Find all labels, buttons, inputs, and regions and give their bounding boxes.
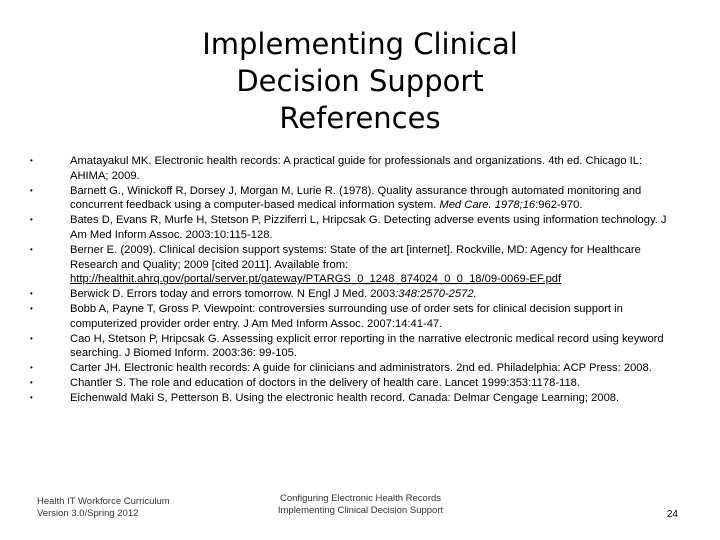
reference-item [30, 243, 680, 287]
bullet-icon: • [30, 377, 33, 387]
title-line: References [279, 101, 441, 135]
reference-text: Amatayakul MK. Electronic health records: A practical guide for professionals and organizations. 4th ed. Chicago IL: AHIMA; 2009. [70, 155, 643, 182]
footer-course [258, 493, 463, 517]
bullet-icon: • [30, 303, 33, 313]
reference-text: Chantler S. The role and education of doctors in the delivery of health care. Lancet 1999:353:1178-118. [70, 376, 580, 389]
slide-title [0, 26, 720, 137]
title-line: Implementing Clinical [202, 27, 518, 61]
reference-item [30, 184, 680, 214]
reference-text: Cao H, Stetson P, Hripcsak G. Assessing explicit error reporting in the narrative electronic medical record using keyword searching. J Biomed Inform. 2003:36: 99-105. [70, 332, 664, 360]
bullet-icon: • [30, 392, 33, 402]
footer-curriculum [37, 496, 170, 520]
reference-item [30, 287, 680, 302]
reference-item [30, 361, 680, 376]
reference-item [30, 302, 680, 332]
reference-text: Bobb A, Payne T, Gross P. Viewpoint: controversies surrounding use of order sets for clinical decision support in computerized provider order entry. J Am Med Inform Assoc. 2007:14:41-47. [70, 302, 623, 330]
footer-line: Health IT Workforce Curriculum [37, 496, 170, 507]
bullet-icon: • [30, 363, 33, 373]
reference-item [30, 332, 680, 362]
reference-list [30, 154, 680, 406]
footer-line: Version 3.0/Spring 2012 [37, 508, 139, 519]
page-number: 24 [666, 509, 678, 520]
reference-text: Bates D, Evans R, Murfe H, Stetson P, Pizziferri L, Hripcsak G. Detecting adverse events using information technology. J Am Med Inform Assoc. 2003:10:115-128. [70, 214, 667, 241]
bullet-icon: • [30, 215, 33, 225]
bullet-icon: • [30, 289, 33, 299]
footer-line: Implementing Clinical Decision Support [277, 505, 444, 516]
reference-pages: :348:2570-2572. [395, 288, 477, 301]
reference-text: Carter JH. Electronic health records: A guide for clinicians and administrators. 2nd ed. Philadelphia: ACP Press: 2008. [70, 362, 652, 375]
footer-line: Configuring Electronic Health Records [279, 493, 442, 504]
title-line: Decision Support [236, 64, 484, 98]
reference-item [30, 376, 680, 391]
bullet-icon: • [30, 185, 33, 195]
bullet-icon: • [30, 333, 33, 343]
reference-text: Berwick D. Errors today and errors tomorrow. N Engl J Med. 2003 [70, 288, 396, 301]
bullet-icon: • [30, 244, 33, 254]
reference-item [30, 154, 680, 184]
reference-item [30, 391, 680, 406]
reference-text: Berner E. (2009). Clinical decision support systems: State of the art [internet]. Rockville, MD: Agency for Healthcare Research and Quality; 2009 [cited 2011]. Available from: [70, 243, 641, 271]
reference-pages: :962-970. [535, 199, 583, 212]
reference-link[interactable]: http://healthit.ahrq.gov/portal/server.pt/gateway/PTARGS_0_1248_874024_0_0_18/09-0069-EF.pdf [70, 273, 562, 286]
reference-text: Barnett G., Winickoff R, Dorsey J, Morgan M, Lurie R. (1978). Quality assurance through automated monitoring and concurrent feedback using a computer-based medical information system. [70, 184, 642, 212]
bullet-icon: • [30, 156, 33, 165]
reference-item [30, 213, 680, 243]
reference-text: Eichenwald Maki S, Petterson B. Using the electronic health record. Canada: Delmar Cengage Learning; 2008. [70, 391, 620, 404]
reference-journal: Med Care. 1978;16 [439, 199, 536, 212]
